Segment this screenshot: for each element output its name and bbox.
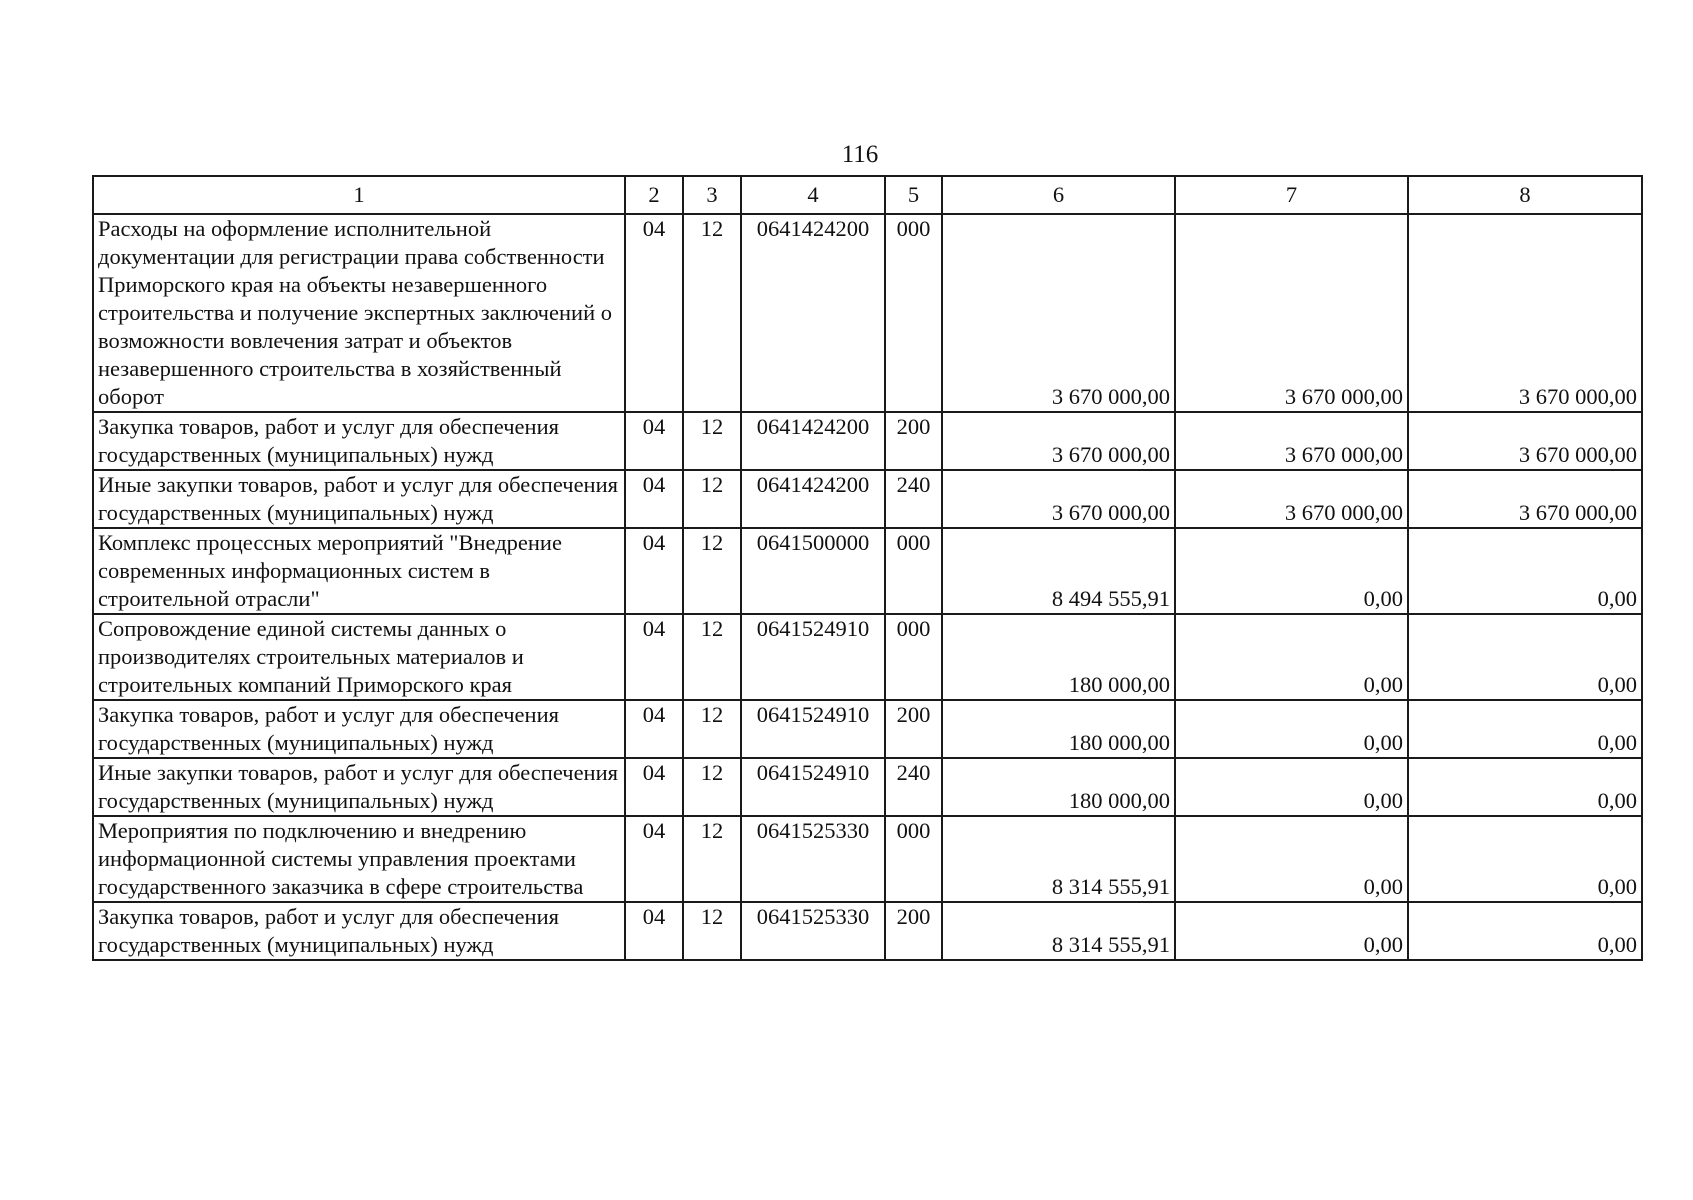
subsection-code: 12 — [683, 816, 741, 902]
column-header: 8 — [1408, 176, 1642, 214]
budget-table — [92, 175, 1643, 961]
amount-col-8: 0,00 — [1408, 528, 1642, 614]
section-code: 04 — [625, 470, 683, 528]
amount-col-6: 3 670 000,00 — [942, 470, 1175, 528]
header-row — [93, 176, 1642, 214]
row-name: Закупка товаров, работ и услуг для обеспечения государственных (муниципальных) нужд — [93, 412, 625, 470]
expense-type-code: 200 — [885, 700, 942, 758]
section-code: 04 — [625, 816, 683, 902]
amount-col-8: 3 670 000,00 — [1408, 412, 1642, 470]
amount-col-6: 8 494 555,91 — [942, 528, 1175, 614]
amount-col-6: 180 000,00 — [942, 700, 1175, 758]
section-code: 04 — [625, 700, 683, 758]
amount-col-7: 0,00 — [1175, 528, 1408, 614]
section-code: 04 — [625, 614, 683, 700]
table-row — [93, 528, 1642, 614]
target-article-code: 0641524910 — [741, 758, 885, 816]
table-row — [93, 816, 1642, 902]
subsection-code: 12 — [683, 902, 741, 960]
target-article-code: 0641424200 — [741, 214, 885, 412]
amount-col-7: 0,00 — [1175, 902, 1408, 960]
amount-col-8: 0,00 — [1408, 902, 1642, 960]
amount-col-8: 0,00 — [1408, 816, 1642, 902]
subsection-code: 12 — [683, 758, 741, 816]
table-row — [93, 902, 1642, 960]
section-code: 04 — [625, 758, 683, 816]
subsection-code: 12 — [683, 528, 741, 614]
amount-col-6: 3 670 000,00 — [942, 214, 1175, 412]
expense-type-code: 000 — [885, 816, 942, 902]
row-name: Мероприятия по подключению и внедрению информационной системы управления проектами государственного заказчика в сфере строительства — [93, 816, 625, 902]
amount-col-7: 0,00 — [1175, 816, 1408, 902]
amount-col-8: 3 670 000,00 — [1408, 470, 1642, 528]
amount-col-7: 3 670 000,00 — [1175, 214, 1408, 412]
subsection-code: 12 — [683, 700, 741, 758]
expense-type-code: 240 — [885, 758, 942, 816]
target-article-code: 0641424200 — [741, 412, 885, 470]
amount-col-7: 0,00 — [1175, 614, 1408, 700]
expense-type-code: 000 — [885, 214, 942, 412]
amount-col-7: 0,00 — [1175, 700, 1408, 758]
row-name: Расходы на оформление исполнительной документации для регистрации права собственности Приморского края на объекты незавершенного строительства и получение экспертных заключений о возможности вовлечения затрат и объектов незавершенного строительства в хозяйственный оборот — [93, 214, 625, 412]
table-row — [93, 470, 1642, 528]
amount-col-6: 3 670 000,00 — [942, 412, 1175, 470]
amount-col-6: 180 000,00 — [942, 758, 1175, 816]
target-article-code: 0641424200 — [741, 470, 885, 528]
row-name: Иные закупки товаров, работ и услуг для обеспечения государственных (муниципальных) нужд — [93, 758, 625, 816]
table-row — [93, 214, 1642, 412]
column-header: 7 — [1175, 176, 1408, 214]
column-header: 5 — [885, 176, 942, 214]
table-row — [93, 614, 1642, 700]
page-number: 116 — [841, 141, 879, 168]
column-header: 4 — [741, 176, 885, 214]
target-article-code: 0641524910 — [741, 614, 885, 700]
table-row — [93, 758, 1642, 816]
row-name: Сопровождение единой системы данных о производителях строительных материалов и строительных компаний Приморского края — [93, 614, 625, 700]
section-code: 04 — [625, 412, 683, 470]
column-header: 1 — [93, 176, 625, 214]
target-article-code: 0641525330 — [741, 902, 885, 960]
subsection-code: 12 — [683, 614, 741, 700]
target-article-code: 0641525330 — [741, 816, 885, 902]
subsection-code: 12 — [683, 470, 741, 528]
amount-col-7: 0,00 — [1175, 758, 1408, 816]
amount-col-8: 0,00 — [1408, 758, 1642, 816]
row-name: Закупка товаров, работ и услуг для обеспечения государственных (муниципальных) нужд — [93, 700, 625, 758]
amount-col-6: 180 000,00 — [942, 614, 1175, 700]
table-row — [93, 412, 1642, 470]
amount-col-8: 0,00 — [1408, 700, 1642, 758]
subsection-code: 12 — [683, 214, 741, 412]
expense-type-code: 200 — [885, 412, 942, 470]
section-code: 04 — [625, 214, 683, 412]
amount-col-8: 0,00 — [1408, 614, 1642, 700]
section-code: 04 — [625, 902, 683, 960]
column-header: 3 — [683, 176, 741, 214]
table-row — [93, 700, 1642, 758]
amount-col-7: 3 670 000,00 — [1175, 412, 1408, 470]
target-article-code: 0641500000 — [741, 528, 885, 614]
expense-type-code: 000 — [885, 614, 942, 700]
row-name: Комплекс процессных мероприятий "Внедрение современных информационных систем в строительной отрасли" — [93, 528, 625, 614]
row-name: Иные закупки товаров, работ и услуг для обеспечения государственных (муниципальных) нужд — [93, 470, 625, 528]
amount-col-6: 8 314 555,91 — [942, 902, 1175, 960]
target-article-code: 0641524910 — [741, 700, 885, 758]
expense-type-code: 240 — [885, 470, 942, 528]
expense-type-code: 000 — [885, 528, 942, 614]
expense-type-code: 200 — [885, 902, 942, 960]
amount-col-6: 8 314 555,91 — [942, 816, 1175, 902]
column-header: 2 — [625, 176, 683, 214]
section-code: 04 — [625, 528, 683, 614]
column-header: 6 — [942, 176, 1175, 214]
subsection-code: 12 — [683, 412, 741, 470]
amount-col-8: 3 670 000,00 — [1408, 214, 1642, 412]
amount-col-7: 3 670 000,00 — [1175, 470, 1408, 528]
row-name: Закупка товаров, работ и услуг для обеспечения государственных (муниципальных) нужд — [93, 902, 625, 960]
